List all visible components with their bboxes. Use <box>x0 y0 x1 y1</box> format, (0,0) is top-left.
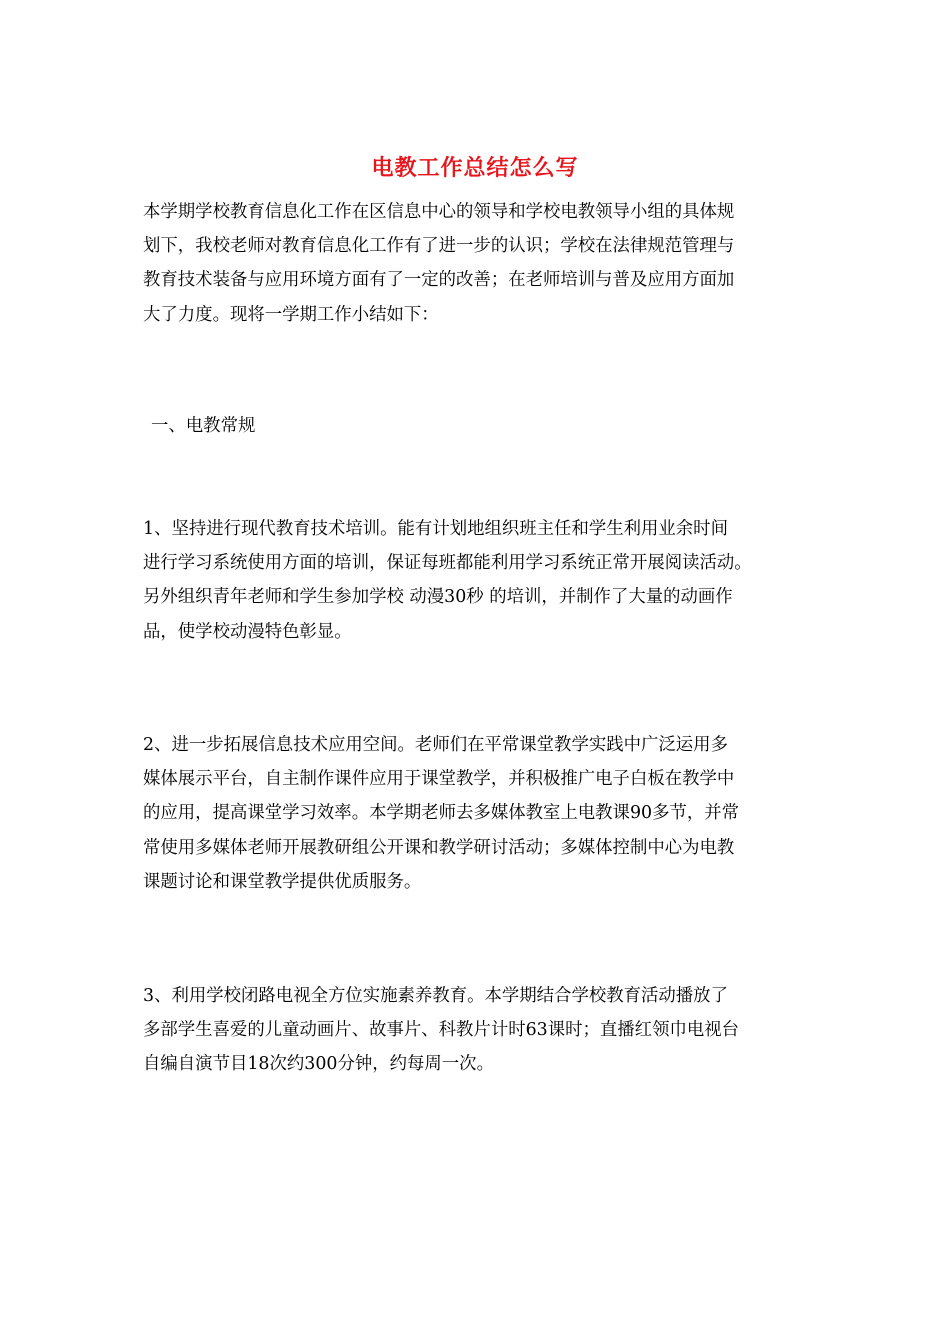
item-3-line-3: 自编自演节目18次约300分钟，约每周一次。 <box>143 1054 494 1075</box>
document-title: 电教工作总结怎么写 <box>371 155 579 181</box>
section-heading: 一、电教常规 <box>151 416 256 436</box>
intro-line-1: 本学期学校教育信息化工作在区信息中心的领导和学校电教领导小组的具体规 <box>143 202 735 222</box>
item-3-line-2: 多部学生喜爱的儿童动画片、故事片、科教片计时63课时；直播红领巾电视台 <box>143 1020 740 1041</box>
intro-line-3: 教育技术装备与应用环境方面有了一定的改善；在老师培训与普及应用方面加 <box>143 270 735 291</box>
intro-line-4: 大了力度。现将一学期工作小结如下： <box>143 304 439 325</box>
item-1-line-4: 品，使学校动漫特色彰显。 <box>143 621 352 642</box>
item-1-line-2: 进行学习系统使用方面的培训，保证每班都能利用学习系统正常开展阅读活动。 <box>143 553 752 574</box>
item-2-line-3: 的应用，提高课堂学习效率。本学期老师去多媒体教室上电教课90多节，并常 <box>143 803 740 824</box>
item-1-paragraph <box>143 512 811 649</box>
intro-paragraph <box>143 195 811 332</box>
item-3-line-1: 3、利用学校闭路电视全方位实施素养教育。本学期结合学校教育活动播放了 <box>143 986 728 1006</box>
item-2-line-2: 媒体展示平台，自主制作课件应用于课堂教学，并积极推广电子白板在教学中 <box>143 769 735 790</box>
item-2-line-4: 常使用多媒体老师开展教研组公开课和教学研讨活动；多媒体控制中心为电教 <box>143 837 735 858</box>
item-1-line-1: 1、坚持进行现代教育技术培训。能有计划地组织班主任和学生利用业余时间 <box>143 519 728 539</box>
item-2-line-5: 课题讨论和课堂教学提供优质服务。 <box>143 871 422 892</box>
item-1-line-3: 另外组织青年老师和学生参加学校 动漫30秒 的培训，并制作了大量的动画作 <box>143 587 733 608</box>
item-3-paragraph <box>143 979 811 1082</box>
item-2-line-1: 2、进一步拓展信息技术应用空间。老师们在平常课堂教学实践中广泛运用多 <box>143 735 728 755</box>
intro-line-2: 划下，我校老师对教育信息化工作有了进一步的认识；学校在法律规范管理与 <box>143 236 735 257</box>
item-2-paragraph <box>143 728 811 899</box>
